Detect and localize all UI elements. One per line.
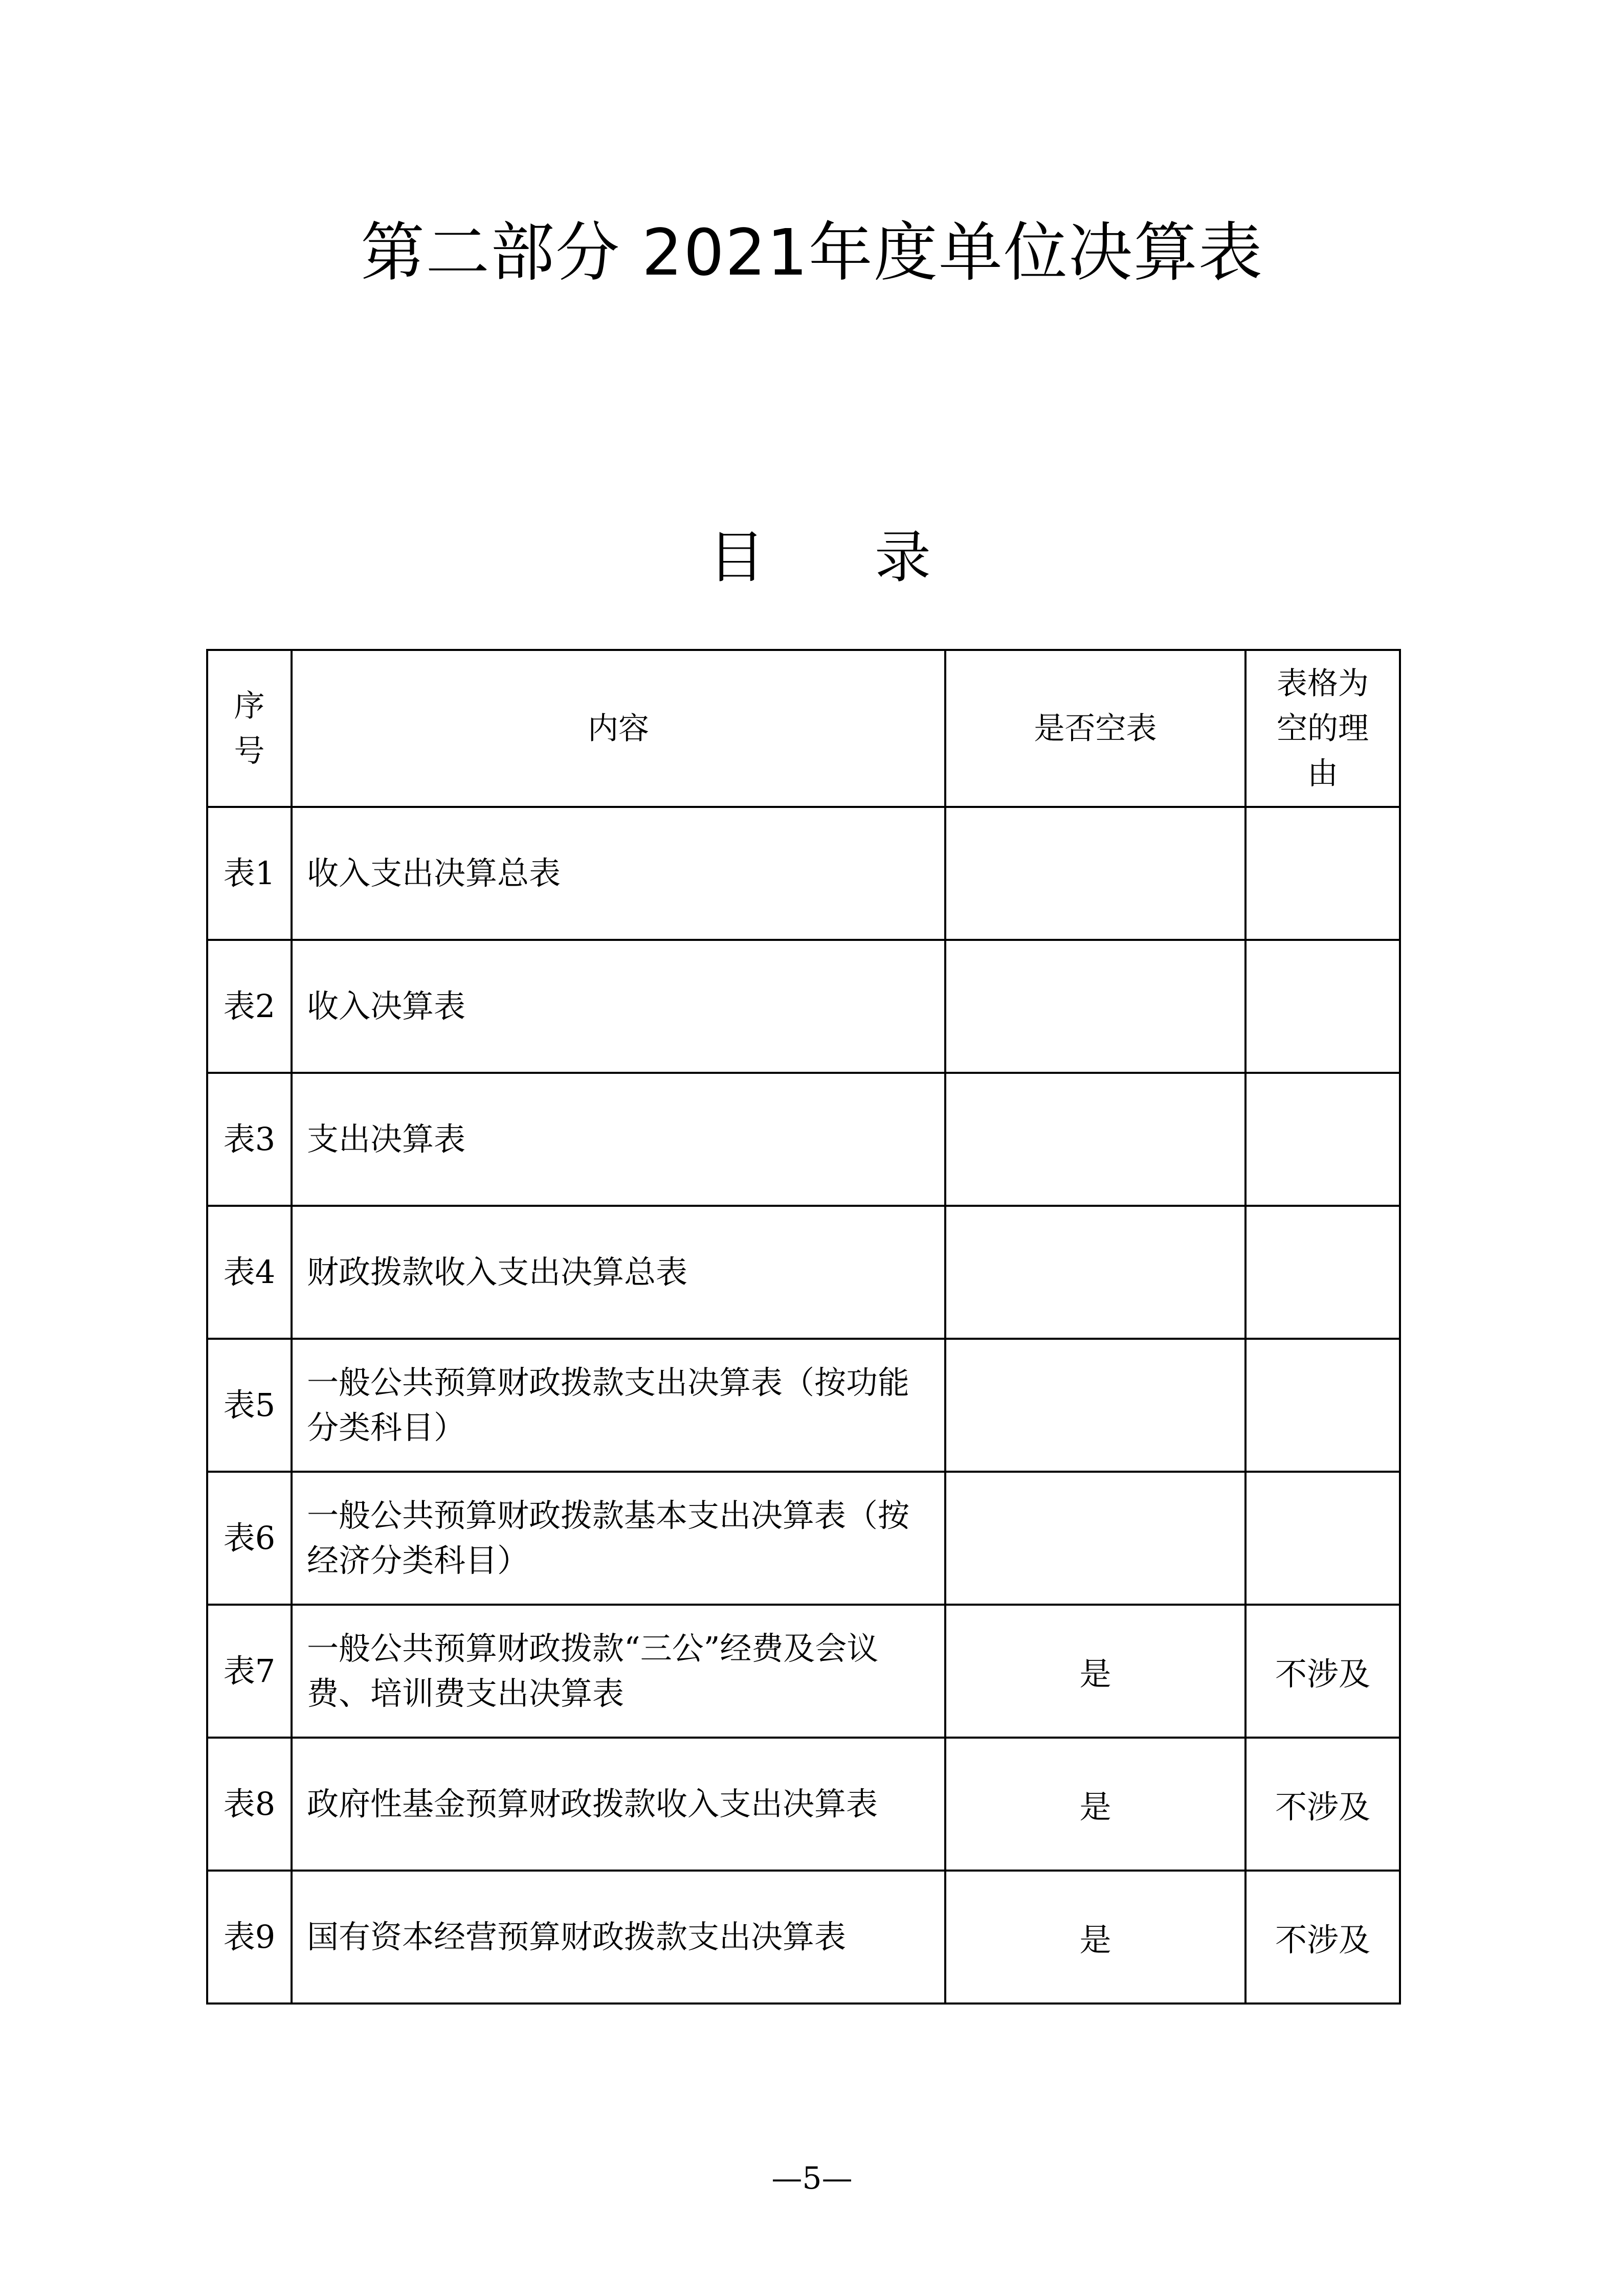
row-reason: 不涉及 [1245,1738,1400,1871]
header-reason [1245,650,1400,807]
table-header-row [207,650,1400,807]
row-is-empty: 是 [945,1605,1245,1738]
toc-title: 目 录 [708,525,977,590]
row-is-empty [945,1073,1245,1206]
row-reason [1245,940,1400,1073]
row-reason: 不涉及 [1245,1605,1400,1738]
header-no-label: 序号 [234,688,265,769]
row-reason [1245,807,1400,940]
header-reason-label: 表格为空的理由 [1277,665,1369,792]
toc-table [206,649,1401,2005]
row-is-empty [945,807,1245,940]
table-row [207,1871,1400,2004]
row-number: 表4 [207,1206,292,1339]
row-number: 表6 [207,1472,292,1605]
row-number: 表7 [207,1605,292,1738]
row-number: 表5 [207,1339,292,1472]
table-row [207,1605,1400,1738]
row-content: 一般公共预算财政拨款支出决算表（按功能分类科目） [292,1339,945,1472]
row-content: 一般公共预算财政拨款“三公”经费及会议费、培训费支出决算表 [292,1605,945,1738]
page-number: —5— [771,2160,853,2196]
table-row [207,1073,1400,1206]
row-reason [1245,1339,1400,1472]
header-no [207,650,292,807]
row-is-empty [945,1206,1245,1339]
row-number: 表2 [207,940,292,1073]
row-reason: 不涉及 [1245,1871,1400,2004]
row-content: 收入支出决算总表 [292,807,945,940]
row-is-empty: 是 [945,1871,1245,2004]
row-content: 财政拨款收入支出决算总表 [292,1206,945,1339]
row-is-empty [945,1472,1245,1605]
row-is-empty: 是 [945,1738,1245,1871]
header-content: 内容 [292,650,945,807]
row-content: 一般公共预算财政拨款基本支出决算表（按经济分类科目） [292,1472,945,1605]
table-row [207,1738,1400,1871]
table-row [207,1206,1400,1339]
row-number: 表8 [207,1738,292,1871]
row-reason [1245,1472,1400,1605]
part-title: 第二部分 2021年度单位决算表 [361,216,1263,290]
table-row [207,1339,1400,1472]
row-content: 支出决算表 [292,1073,945,1206]
row-reason [1245,1206,1400,1339]
row-is-empty [945,940,1245,1073]
row-number: 表9 [207,1871,292,2004]
header-is-empty: 是否空表 [945,650,1245,807]
table-row [207,940,1400,1073]
table-row [207,807,1400,940]
row-is-empty [945,1339,1245,1472]
row-number: 表3 [207,1073,292,1206]
row-content: 收入决算表 [292,940,945,1073]
row-content: 政府性基金预算财政拨款收入支出决算表 [292,1738,945,1871]
row-reason [1245,1073,1400,1206]
row-number: 表1 [207,807,292,940]
row-content: 国有资本经营预算财政拨款支出决算表 [292,1871,945,2004]
table-row [207,1472,1400,1605]
